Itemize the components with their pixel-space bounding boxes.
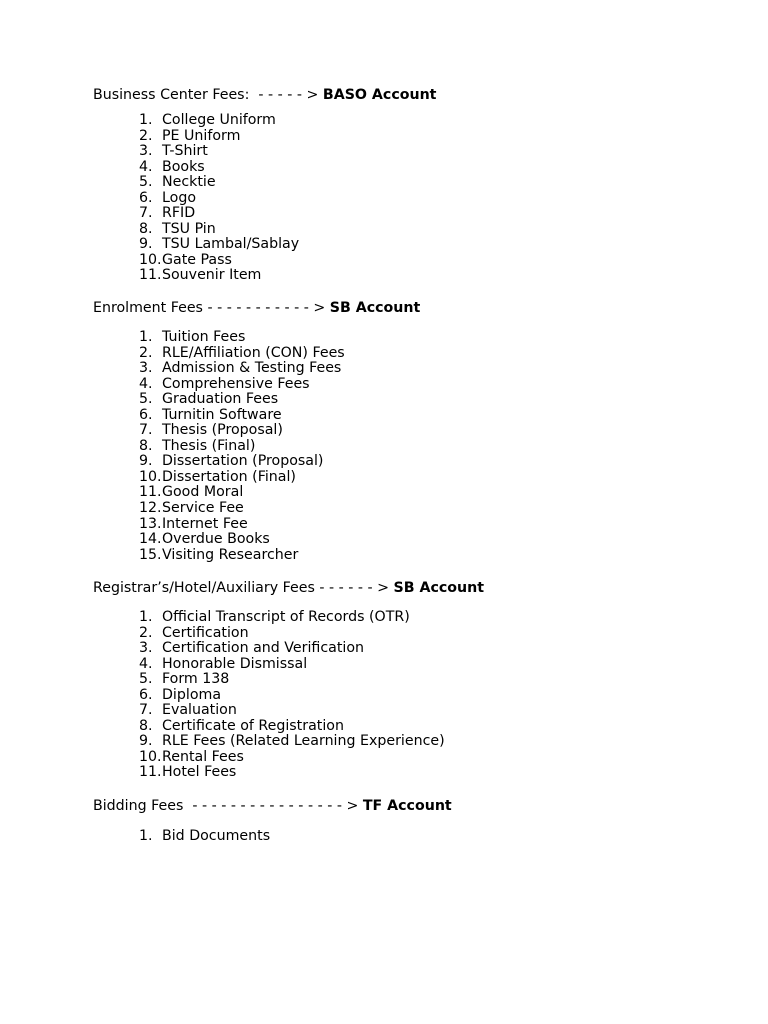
section-heading xyxy=(93,797,452,815)
list-item-text: Thesis (Proposal) xyxy=(162,422,283,439)
list-item-number: 4. xyxy=(139,655,153,672)
list-item-number: 7. xyxy=(139,205,153,222)
list-item-text: Dissertation (Final) xyxy=(162,468,296,485)
section-label: Registrar’s/Hotel/Auxiliary Fees - - - - - - > xyxy=(93,580,394,596)
list-item-text: Admission & Testing Fees xyxy=(162,360,342,377)
list-item xyxy=(139,532,345,548)
list-item xyxy=(139,672,445,688)
list-item xyxy=(139,346,345,362)
list-item-number: 10. xyxy=(139,251,162,268)
list-item-text: TSU Lambal/Sablay xyxy=(162,236,300,253)
list-item-text: Dissertation (Proposal) xyxy=(162,453,324,470)
list-item-text: RLE Fees (Related Learning Experience) xyxy=(162,733,445,750)
account-name: SB Account xyxy=(329,300,421,316)
account-name: BASO Account xyxy=(322,87,437,103)
list-item-text: Necktie xyxy=(162,174,216,191)
list-item xyxy=(139,160,299,176)
list-item-number: 11. xyxy=(139,484,162,501)
list-item xyxy=(139,485,345,501)
list-item xyxy=(139,610,445,626)
list-item-number: 1. xyxy=(139,609,153,625)
list-item-text: Certification and Verification xyxy=(162,640,365,657)
list-item xyxy=(139,765,445,781)
list-item xyxy=(139,392,345,408)
list-item-text: T-Shirt xyxy=(162,143,208,160)
list-item xyxy=(139,191,299,207)
list-item-text: TSU Pin xyxy=(162,220,216,237)
list-item-text: Books xyxy=(162,158,205,175)
section-label: Business Center Fees: - - - - - > xyxy=(93,87,323,103)
list-item xyxy=(139,719,445,735)
list-item-text: Hotel Fees xyxy=(162,764,237,781)
list-item-text: Internet Fee xyxy=(162,515,248,532)
list-item-number: 5. xyxy=(139,391,153,408)
list-item-number: 1. xyxy=(139,112,153,128)
list-item-text: Comprehensive Fees xyxy=(162,375,310,392)
list-item-number: 11. xyxy=(139,764,162,781)
list-item-number: 3. xyxy=(139,360,153,377)
list-item xyxy=(139,268,299,284)
section-label: Enrolment Fees - - - - - - - - - - - > xyxy=(93,300,330,316)
list-item-number: 6. xyxy=(139,686,153,703)
list-item xyxy=(139,750,445,766)
list-item xyxy=(139,641,445,657)
list-item-text: Turnitin Software xyxy=(162,406,282,423)
account-name: SB Account xyxy=(393,580,485,596)
section-bidding-fees xyxy=(93,797,452,844)
list-item-number: 11. xyxy=(139,267,162,284)
list-item-text: Evaluation xyxy=(162,702,237,719)
list-item-number: 14. xyxy=(139,531,162,548)
list-item-number: 6. xyxy=(139,189,153,206)
section-heading xyxy=(93,579,484,597)
list-item-text: Certificate of Registration xyxy=(162,717,344,734)
account-name: TF Account xyxy=(362,798,452,814)
list-item-number: 9. xyxy=(139,453,153,470)
list-item-text: Overdue Books xyxy=(162,531,270,548)
list-item-number: 9. xyxy=(139,236,153,253)
list-item-text: Thesis (Final) xyxy=(162,437,256,454)
list-item xyxy=(139,113,299,129)
list-item xyxy=(139,129,299,145)
list-item xyxy=(139,253,299,269)
list-item-number: 8. xyxy=(139,437,153,454)
list-item xyxy=(139,237,299,253)
list-item-text: Tuition Fees xyxy=(162,329,246,345)
list-item-number: 13. xyxy=(139,515,162,532)
section-heading xyxy=(93,86,436,104)
list-item-text: Service Fee xyxy=(162,500,244,517)
list-item-number: 10. xyxy=(139,748,162,765)
list-item xyxy=(139,470,345,486)
list-item-text: Diploma xyxy=(162,686,222,703)
list-item-text: Honorable Dismissal xyxy=(162,655,308,672)
list-item xyxy=(139,501,345,517)
list-item xyxy=(139,222,299,238)
list-item-text: Certification xyxy=(162,624,249,641)
list-item xyxy=(139,734,445,750)
fee-list xyxy=(139,330,345,563)
list-item xyxy=(139,377,345,393)
list-item-number: 3. xyxy=(139,640,153,657)
list-item xyxy=(139,361,345,377)
list-item-number: 1. xyxy=(139,828,153,844)
list-item-text: College Uniform xyxy=(162,112,276,128)
list-item-number: 8. xyxy=(139,717,153,734)
list-item xyxy=(139,548,345,564)
list-item xyxy=(139,703,445,719)
list-item-number: 1. xyxy=(139,329,153,345)
list-item-text: Good Moral xyxy=(162,484,244,501)
fee-list xyxy=(139,113,299,284)
list-item-text: Form 138 xyxy=(162,671,230,688)
list-item-number: 6. xyxy=(139,406,153,423)
section-business-center-fees xyxy=(93,86,437,284)
list-item-number: 7. xyxy=(139,422,153,439)
list-item xyxy=(139,330,345,346)
list-item-number: 3. xyxy=(139,143,153,160)
list-item-number: 12. xyxy=(139,500,162,517)
list-item-number: 4. xyxy=(139,375,153,392)
list-item-number: 10. xyxy=(139,468,162,485)
fee-list xyxy=(139,829,270,845)
list-item-number: 15. xyxy=(139,546,162,563)
list-item-text: Bid Documents xyxy=(162,828,271,844)
list-item-number: 7. xyxy=(139,702,153,719)
list-item-number: 2. xyxy=(139,624,153,641)
list-item xyxy=(139,439,345,455)
list-item-text: RLE/Affiliation (CON) Fees xyxy=(162,344,345,361)
list-item xyxy=(139,144,299,160)
list-item-text: Official Transcript of Records (OTR) xyxy=(162,609,410,625)
list-item-number: 2. xyxy=(139,344,153,361)
list-item-number: 5. xyxy=(139,671,153,688)
list-item-text: Souvenir Item xyxy=(162,267,262,284)
list-item-number: 9. xyxy=(139,733,153,750)
section-enrolment-fees xyxy=(93,299,421,563)
section-label: Bidding Fees - - - - - - - - - - - - - - - - > xyxy=(93,798,363,814)
list-item xyxy=(139,688,445,704)
list-item-text: RFID xyxy=(162,205,196,222)
list-item-text: PE Uniform xyxy=(162,127,241,144)
list-item-text: Graduation Fees xyxy=(162,391,279,408)
list-item xyxy=(139,408,345,424)
list-item xyxy=(139,657,445,673)
section-registrar-fees xyxy=(93,579,485,781)
list-item xyxy=(139,626,445,642)
list-item xyxy=(139,517,345,533)
list-item-number: 2. xyxy=(139,127,153,144)
list-item-number: 8. xyxy=(139,220,153,237)
list-item-text: Gate Pass xyxy=(162,251,232,268)
fee-list xyxy=(139,610,445,781)
list-item xyxy=(139,423,345,439)
list-item xyxy=(139,829,270,845)
list-item xyxy=(139,175,299,191)
list-item-number: 5. xyxy=(139,174,153,191)
list-item-number: 4. xyxy=(139,158,153,175)
list-item-text: Logo xyxy=(162,189,197,206)
list-item-text: Visiting Researcher xyxy=(162,546,299,563)
section-heading xyxy=(93,299,420,317)
list-item-text: Rental Fees xyxy=(162,748,244,765)
list-item xyxy=(139,206,299,222)
list-item xyxy=(139,454,345,470)
